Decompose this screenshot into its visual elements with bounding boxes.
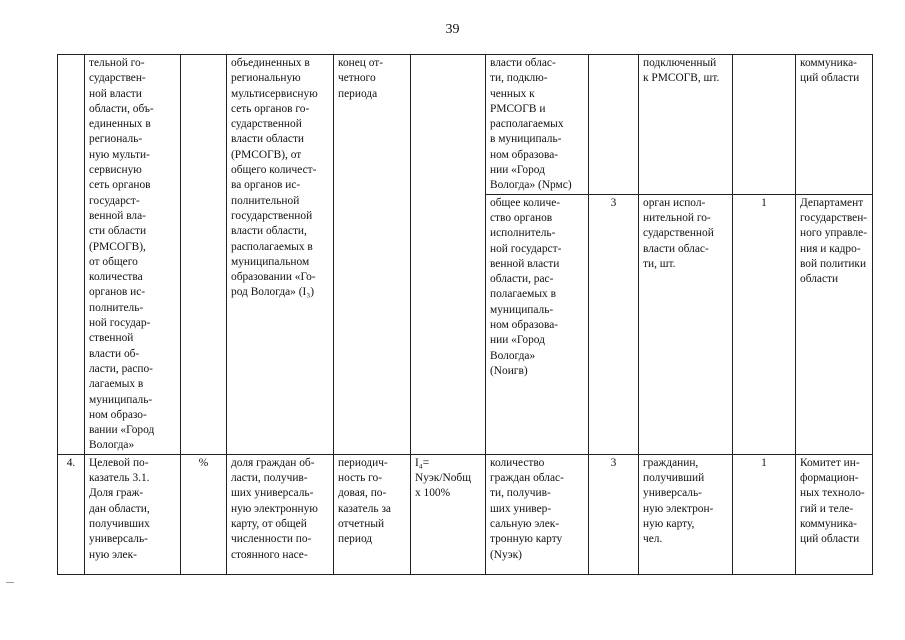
indicator-name-cell: тельной го- сударствен- ной власти области, объ- единенных в региональ- ную мульти- сервисную сеть органов государст- венной вла- сти области (РМСОГВ), от общего количества органов ис- полнитель- ной государ- ственной власти об- ласти, распо- лагаемых в муниципаль- ном образо- вании «Город Вологда» [85,55,181,455]
formula-cell [411,55,486,455]
object-unit-cell: орган испол- нительной го- сударственной власти облас- ти, шт. [639,194,733,454]
page-number: 39 [445,22,460,37]
source-cell: 3 [589,454,639,574]
table-row [58,55,873,195]
row-number-cell [58,55,85,455]
source-cell: 3 [589,194,639,454]
responsible-cell: Департамент государствен- ного управле- ния и кадро- вой политики области [796,194,873,454]
definition-cell: доля граждан об- ласти, получив- ших универсаль- ную электронную карту, от общей численности по- стоянного насе- [227,454,334,574]
responsible-cell: коммуника- ций области [796,55,873,195]
source-cell [589,55,639,195]
count-cell: 1 [733,194,796,454]
responsible-cell: Комитет ин- формацион- ных техноло- гий и теле- коммуника- ций области [796,454,873,574]
unit-cell [181,55,227,455]
formula-cell: I₄= Nуэк/Nобщ x 100% [411,454,486,574]
count-cell: 1 [733,454,796,574]
indicator-table [57,54,873,575]
basic-indicator-cell: власти облас- ти, подклю- ченных к РМСОГВ и располагаемых в муниципаль- ном образова- нии «Город Вологда» (Nрмс) [486,55,589,195]
object-unit-cell: гражданин, получивший универсаль- ную электрон- ную карту, чел. [639,454,733,574]
period-cell: периодич- ность го- довая, по- казатель за отчетный период [334,454,411,574]
basic-indicator-cell: количество граждан облас- ти, получив- ших универ- сальную элек- тронную карту (Nуэк) [486,454,589,574]
row-number-cell: 4. [58,454,85,574]
basic-indicator-cell: общее количе- ство органов исполнитель- ной государст- венной власти области, рас- полагаемых в муниципаль- ном образова- нии «Город Вологда» (Nоигв) [486,194,589,454]
object-unit-cell: подключенный к РМСОГВ, шт. [639,55,733,195]
table-row [58,454,873,574]
count-cell [733,55,796,195]
margin-mark [6,582,14,583]
indicator-name-cell: Целевой по- казатель 3.1. Доля граж- дан области, получивших универсаль- ную элек- [85,454,181,574]
period-cell: конец от- четного периода [334,55,411,455]
unit-cell: % [181,454,227,574]
definition-cell: объединенных в региональную мультисервисную сеть органов го- сударственной власти области (РМСОГВ), от общего количест- ва органов ис- полнительной государственной власти области, располагаемых в муниципальном образовании «Го- род Вологда» (I₃) [227,55,334,455]
